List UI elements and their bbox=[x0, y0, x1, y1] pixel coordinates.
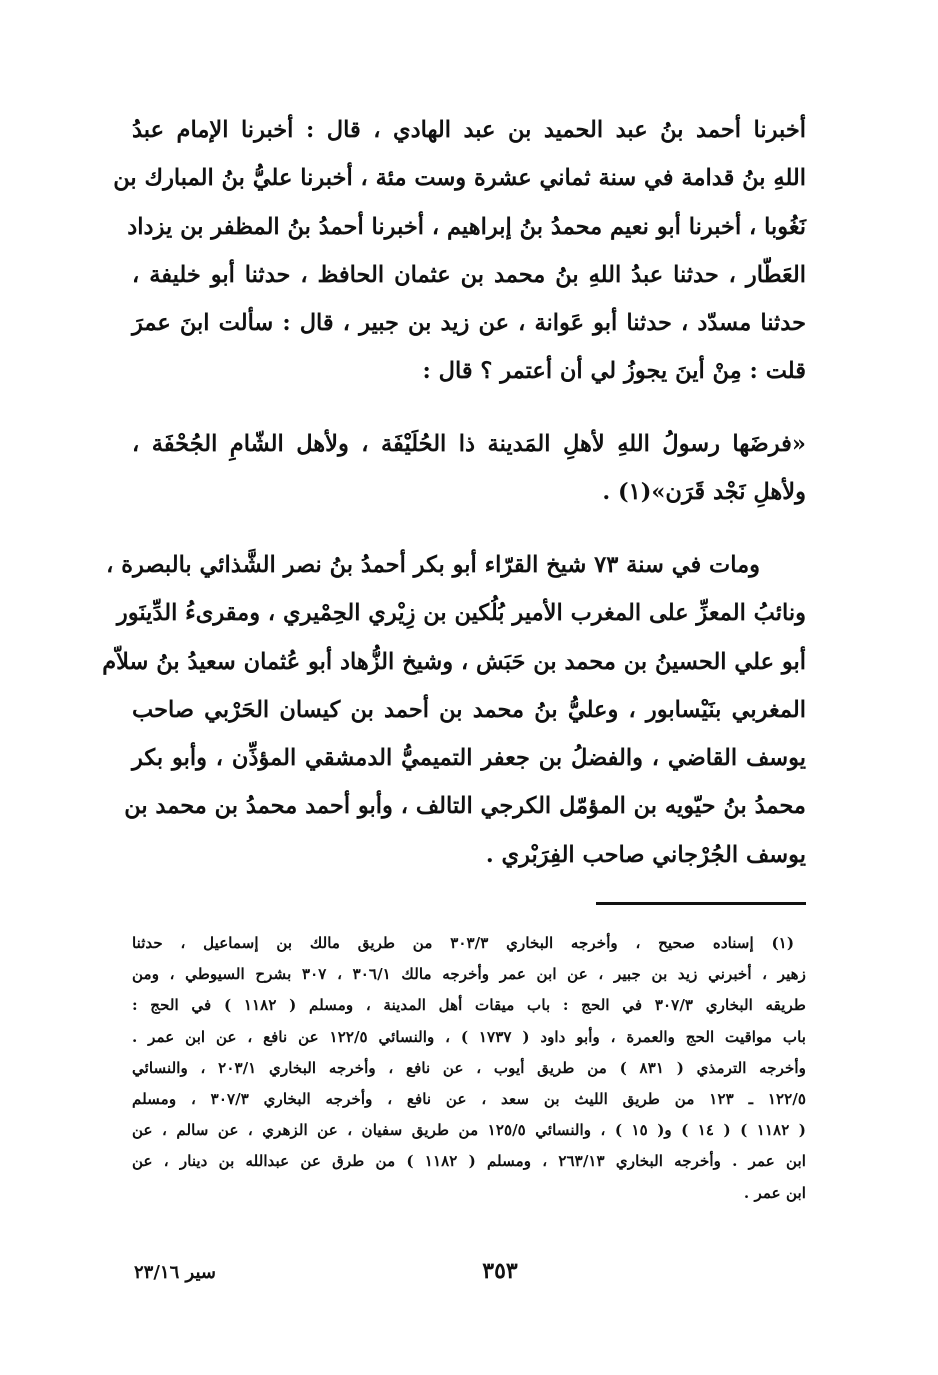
page-footer bbox=[0, 1258, 938, 1298]
footnote-line: ابن عمر . bbox=[743, 1183, 806, 1202]
text-line: المغربي بنَيْسابور ، وعليُّ بنُ محمد بن أحمد بن كيسان الحَرْبي صاحب bbox=[132, 696, 806, 723]
text-line: ومات في سنة ٧٣ شيخ القرّاء أبو بكر أحمدُ بنُ نصر الشَّذائي بالبصرة ، bbox=[106, 552, 760, 578]
text-line: يوسف الجُرْجاني صاحب الفِرَبْري . bbox=[485, 841, 806, 868]
footnote-line: ( ١١٨٢ ) ( ١٤ ) و( ١٥ ) ، والنسائي ١٢٥/٥ من طريق سفيان ، عن الزهري ، عن سالم ، عن bbox=[132, 1121, 806, 1140]
footnote-line: ١٢٢/٥ ـ ١٢٣ من طريق الليث بن سعد ، عن نافع ، وأخرجه البخاري ٣٠٧/٣ ، ومسلم bbox=[132, 1090, 807, 1109]
text-line: محمدُ بنُ حيّويه بن المؤمّل الكرجي التالف ، وأبو أحمد محمدُ بن محمد بن bbox=[124, 793, 806, 820]
text-line: أبو علي الحسينُ بن محمد بن حَبَش ، وشيخ الزُّهاد أبو عُثمان سعيدُ بنُ سلاّم bbox=[102, 648, 806, 675]
text-line: نَغُوبا ، أخبرنا أبو نعيم محمدُ بنُ إبراهيم ، أخبرنا أحمدُ بنُ المظفر بن يزداد bbox=[127, 213, 806, 240]
footnote-line: طريقه البخاري ٣٠٧/٣ في الحج : باب ميقات أهل المدينة ، ومسلم ( ١١٨٢ ) في الحج : bbox=[132, 996, 806, 1015]
footnote bbox=[132, 928, 806, 1209]
paragraph-isnad bbox=[113, 106, 806, 396]
paragraph-hadith bbox=[132, 420, 806, 517]
text-line: ولأهلِ نَجْد قَرَن»(١) . bbox=[602, 479, 806, 506]
text-line: أخبرنا أحمد بنُ عبد الحميد بن عبد الهادي ، قال : أخبرنا الإمام عبدُ bbox=[132, 117, 806, 143]
footnote-line: زهير ، أخبرني زيد بن جبير ، عن ابن عمر وأخرجه مالك ٣٠٦/١ ، ٣٠٧ بشرح السيوطي ، ومن bbox=[132, 965, 806, 984]
footnote-line: (١) إسناده صحيح ، وأخرجه البخاري ٣٠٣/٣ من طريق مالك بن إسماعيل ، حدثنا bbox=[132, 934, 794, 952]
text-line: يوسف القاضي ، والفضلُ بن جعفر التميميُّ الدمشقي المؤذِّن ، وأبو بكر bbox=[132, 745, 806, 772]
text-line: «فرضَها رسولُ اللهِ لأهلِ المَدينة ذا الحُلَيْفَة ، ولأهل الشّامِ الجُحْفَة ، bbox=[132, 431, 806, 457]
footnote-line: وأخرجه الترمذي ( ٨٣١ ) من طريق أيوب ، عن نافع ، وأخرجه البخاري ٢٠٣/١ ، والنسائي bbox=[132, 1058, 806, 1077]
footnote-separator bbox=[596, 902, 806, 905]
text-line: العَطّار ، حدثنا عبدُ اللهِ بنُ محمد بن عثمان الحافظ ، حدثنا أبو خليفة ، bbox=[132, 261, 806, 288]
text-line: ونائبُ المعزِّ على المغرب الأمير بُلُكين بن زِيْري الحِمْيري ، ومقرىءُ الدِّينَور bbox=[116, 600, 806, 627]
text-line: قلت : مِنْ أينَ يجوزُ لي أن أعتمر ؟ قال : bbox=[422, 358, 806, 385]
page-number: ٣٥٣ bbox=[482, 1258, 518, 1284]
footnote-line: باب مواقيت الحج والعمرة ، وأبو داود ( ١٧٣٧ ) ، والنسائي ١٢٢/٥ عن نافع ، عن ابن عمر . bbox=[132, 1027, 806, 1046]
footnote-line: ابن عمر . وأخرجه البخاري ٢٦٣/١٣ ، ومسلم ( ١١٨٢ ) من طرق عن عبدالله بن دينار ، عن bbox=[132, 1152, 807, 1171]
signature-mark: سير ٢٣/١٦ bbox=[134, 1262, 216, 1283]
paragraph-deaths bbox=[102, 541, 806, 879]
text-line: حدثنا مسدّد ، حدثنا أبو عَوانة ، عن زيد بن جبير ، قال : سألت ابنَ عمرَ bbox=[132, 310, 806, 337]
text-line: اللهِ بنُ قدامة في سنة ثماني عشرة وست مئة ، أخبرنا عليُّ بنُ المبارك بن bbox=[113, 165, 806, 192]
